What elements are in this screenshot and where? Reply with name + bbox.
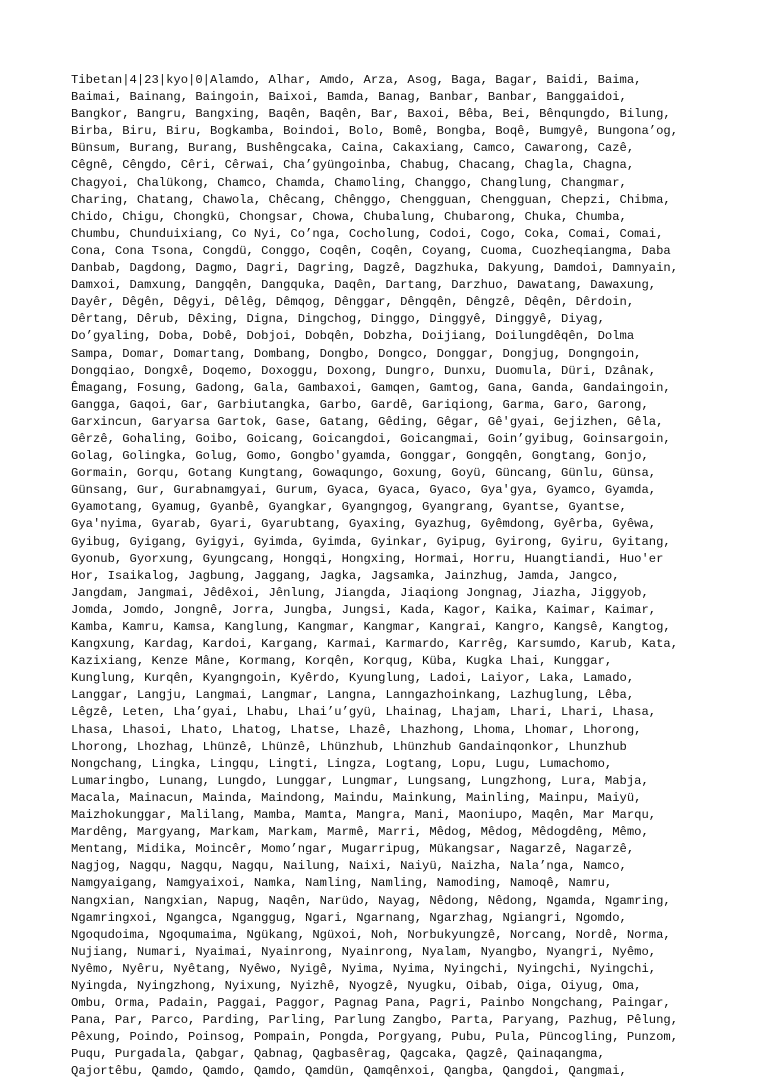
text-line: Damxoi, Damxung, Dangqên, Dangquka, Daqên, Dartang, Darzhuo, Dawatang, Dawaxung, — [71, 278, 657, 293]
text-line: Ombu, Orma, Padain, Paggai, Paggor, Pagnag Pana, Pagri, Painbo Nongchang, Paingar, — [71, 996, 671, 1011]
text-line: Ngoqudoima, Ngoqumaima, Ngükang, Ngüxoi, Noh, Norbukyungzê, Norcang, Nordê, Norma, — [71, 927, 671, 942]
text-line: Maizhokunggar, Malilang, Mamba, Mamta, Mangra, Mani, Maoniupo, Maqên, Mar Marqu, — [71, 808, 657, 823]
text-line: Nyingda, Nyingzhong, Nyixung, Nyizhê, Nyogzê, Nyugku, Oibab, Oiga, Oiyug, Oma, — [71, 978, 642, 993]
text-line: Macala, Mainacun, Mainda, Maindong, Maindu, Mainkung, Mainling, Mainpu, Maiyü, — [71, 790, 642, 805]
text-line: Langgar, Langju, Langmai, Langmar, Langna, Lanngazhoinkang, Lazhuglung, Lêba, — [71, 688, 635, 703]
text-line: Nagjog, Nagqu, Nagqu, Nagqu, Nailung, Naixi, Naiyü, Naizha, Nala’nga, Namco, — [71, 859, 627, 874]
text-line: Pêxung, Poindo, Poinsog, Pompain, Pongda, Porgyang, Pubu, Pula, Püncogling, Punzom, — [71, 1030, 679, 1045]
text-line: Jangdam, Jangmai, Jêdêxoi, Jênlung, Jiangda, Jiaqiong Jongnag, Jiazha, Jiggyob, — [71, 585, 649, 600]
text-line: Danbab, Dagdong, Dagmo, Dagri, Dagring, Dagzê, Dagzhuka, Dakyung, Damdoi, Damnyain, — [71, 261, 679, 276]
text-line: Günsang, Gur, Gurabnamgyai, Gurum, Gyaca, Gyaca, Gyaco, Gya'gya, Gyamco, Gyamda, — [71, 483, 657, 498]
text-line: Lêgzê, Leten, Lha’gyai, Lhabu, Lhai’u’gyü, Lhainag, Lhajam, Lhari, Lhari, Lhasa, — [71, 705, 657, 720]
text-line: Mentang, Midika, Moincêr, Momo’ngar, Mugarripug, Mükangsar, Nagarzê, Nagarzê, — [71, 842, 635, 857]
text-line: Garxincun, Garyarsa Gartok, Gase, Gatang, Gêding, Gêgar, Gê'gyai, Gejizhen, Gêla, — [71, 414, 664, 429]
text-line: Nongchang, Lingka, Lingqu, Lingti, Lingza, Logtang, Lopu, Lugu, Lumachomo, — [71, 756, 613, 771]
text-line: Namgyaigang, Namgyaixoi, Namka, Namling, Namling, Namoding, Namoqê, Namru, — [71, 876, 613, 891]
text-line: Birba, Biru, Biru, Bogkamba, Boindoi, Bolo, Bomê, Bongba, Boqê, Bumgyê, Bungona’og, — [71, 124, 679, 139]
text-line: Bangkor, Bangru, Bangxing, Baqên, Baqên, Bar, Baxoi, Bêba, Bei, Bênqungdo, Bilung, — [71, 107, 671, 122]
text-line: Cêgnê, Cêngdo, Cêri, Cêrwai, Cha’gyüngoinba, Chabug, Chacang, Chagla, Chagna, — [71, 158, 635, 173]
text-line: Charing, Chatang, Chawola, Chêcang, Chênggo, Chengguan, Chengguan, Chepzi, Chibma, — [71, 192, 671, 207]
text-line: Gangga, Gaqoi, Gar, Garbiutangka, Garbo, Gardê, Gariqiong, Garma, Garo, Garong, — [71, 397, 649, 412]
text-line: Kangxung, Kardag, Kardoi, Kargang, Karmai, Karmardo, Karrêg, Karsumdo, Karub, Kata, — [71, 637, 679, 652]
text-line: Do’gyaling, Doba, Dobê, Dobjoi, Dobqên, Dobzha, Doijiang, Doilungdêqên, Dolma — [71, 329, 635, 344]
text-line: Lhasa, Lhasoi, Lhato, Lhatog, Lhatse, Lhazê, Lhazhong, Lhoma, Lhomar, Lhorong, — [71, 722, 642, 737]
text-line: Baimai, Bainang, Baingoin, Baixoi, Bamda, Banag, Banbar, Banbar, Banggaidoi, — [71, 90, 627, 105]
text-line: Kamba, Kamru, Kamsa, Kanglung, Kangmar, Kangmar, Kangrai, Kangro, Kangsê, Kangtog, — [71, 620, 671, 634]
text-line: Chagyoi, Chalükong, Chamco, Chamda, Chamoling, Changgo, Changlung, Changmar, — [71, 175, 627, 190]
text-line: Kazixiang, Kenze Mâne, Kormang, Korqên, Korqug, Küba, Kugka Lhai, Kunggar, — [71, 654, 613, 669]
text-line: Qajortêbu, Qamdo, Qamdo, Qamdo, Qamdün, Qamqênxoi, Qangba, Qangdoi, Qangmai, — [71, 1064, 627, 1079]
text-line: Gyibug, Gyigang, Gyigyi, Gyimda, Gyimda, Gyinkar, Gyipug, Gyirong, Gyiru, Gyitang, — [71, 534, 671, 549]
text-line: Gormain, Gorqu, Gotang Kungtang, Gowaqungo, Goxung, Goyü, Güncang, Günlu, Günsa, — [71, 466, 657, 481]
text-line: Chumbu, Chunduixiang, Co Nyi, Co’nga, Cocholung, Codoi, Cogo, Coka, Comai, Comai, — [71, 226, 664, 241]
text-line: Ngamringxoi, Ngangca, Nganggug, Ngari, Ngarnang, Ngarzhag, Ngiangri, Ngomdo, — [71, 910, 627, 925]
text-line: Golag, Golingka, Golug, Gomo, Gongbo'gyamda, Gonggar, Gongqên, Gongtang, Gonjo, — [71, 449, 649, 464]
text-line: Tibetan|4|23|kyo|0|Alamdo, Alhar, Amdo, Arza, Asog, Baga, Bagar, Baidi, Baima, — [71, 73, 642, 87]
text-line: Kunglung, Kurqên, Kyangngoin, Kyêrdo, Kyunglung, Ladoi, Laiyor, Laka, Lamado, — [71, 671, 635, 686]
text-line: Dongqiao, Dongxê, Doqemo, Doxoggu, Doxong, Dungro, Dunxu, Duomula, Düri, Dzânak, — [71, 363, 657, 378]
text-line: Jomda, Jomdo, Jongnê, Jorra, Jungba, Jungsi, Kada, Kagor, Kaika, Kaimar, Kaimar, — [71, 602, 657, 617]
text-line: Lhorong, Lhozhag, Lhünzê, Lhünzê, Lhünzhub, Lhünzhub Gandainqonkor, Lhunzhub — [71, 739, 627, 754]
text-line: Mardêng, Margyang, Markam, Markam, Marmê, Marri, Mêdog, Mêdog, Mêdogdêng, Mêmo, — [71, 825, 649, 840]
text-line: Cona, Cona Tsona, Congdü, Conggo, Coqên, Coqên, Coyang, Cuoma, Cuozheqiangma, Daba — [71, 243, 671, 258]
text-line: Dayêr, Dêgên, Dêgyi, Dêlêg, Dêmqog, Dênggar, Dêngqên, Dêngzê, Dêqên, Dêrdoin, — [71, 295, 635, 310]
document-text — [71, 72, 751, 1081]
text-line: Sampa, Domar, Domartang, Dombang, Dongbo, Dongco, Donggar, Dongjug, Dongngoin, — [71, 346, 642, 361]
text-line: Nangxian, Nangxian, Napug, Naqên, Narüdo, Nayag, Nêdong, Nêdong, Ngamda, Ngamring, — [71, 893, 671, 908]
text-line: Hor, Isaikalog, Jagbung, Jaggang, Jagka, Jagsamka, Jainzhug, Jamda, Jangco, — [71, 568, 620, 583]
text-line: Gya'nyima, Gyarab, Gyari, Gyarubtang, Gyaxing, Gyazhug, Gyêmdong, Gyêrba, Gyêwa, — [71, 517, 657, 532]
text-line: Puqu, Purgadala, Qabgar, Qabnag, Qagbasêrag, Qagcaka, Qagzê, Qainaqangma, — [71, 1047, 605, 1062]
text-line: Gyonub, Gyorxung, Gyungcang, Hongqi, Hongxing, Hormai, Horru, Huangtiandi, Huo'er — [71, 551, 664, 566]
text-line: Dêrtang, Dêrub, Dêxing, Digna, Dingchog, Dinggo, Dinggyê, Dinggyê, Diyag, — [71, 312, 605, 327]
text-line: Bünsum, Burang, Burang, Bushêngcaka, Caina, Cakaxiang, Camco, Cawarong, Cazê, — [71, 141, 635, 156]
text-line: Êmagang, Fosung, Gadong, Gala, Gambaxoi, Gamqen, Gamtog, Gana, Ganda, Gandaingoin, — [71, 380, 671, 395]
text-line: Gêrzê, Gohaling, Goibo, Goicang, Goicangdoi, Goicangmai, Goin’gyibug, Goinsargoin, — [71, 431, 671, 446]
text-line: Lumaringbo, Lunang, Lungdo, Lunggar, Lungmar, Lungsang, Lungzhong, Lura, Mabja, — [71, 773, 649, 788]
text-line: Nyêmo, Nyêru, Nyêtang, Nyêwo, Nyigê, Nyima, Nyima, Nyingchi, Nyingchi, Nyingchi, — [71, 961, 657, 976]
text-line: Gyamotang, Gyamug, Gyanbê, Gyangkar, Gyangngog, Gyangrang, Gyantse, Gyantse, — [71, 500, 627, 515]
text-line: Nujiang, Numari, Nyaimai, Nyainrong, Nyainrong, Nyalam, Nyangbo, Nyangri, Nyêmo, — [71, 944, 657, 959]
text-line: Pana, Par, Parco, Parding, Parling, Parlung Zangbo, Parta, Paryang, Pazhug, Pêlung, — [71, 1013, 679, 1028]
text-line: Chido, Chigu, Chongkü, Chongsar, Chowa, Chubalung, Chubarong, Chuka, Chumba, — [71, 209, 627, 224]
